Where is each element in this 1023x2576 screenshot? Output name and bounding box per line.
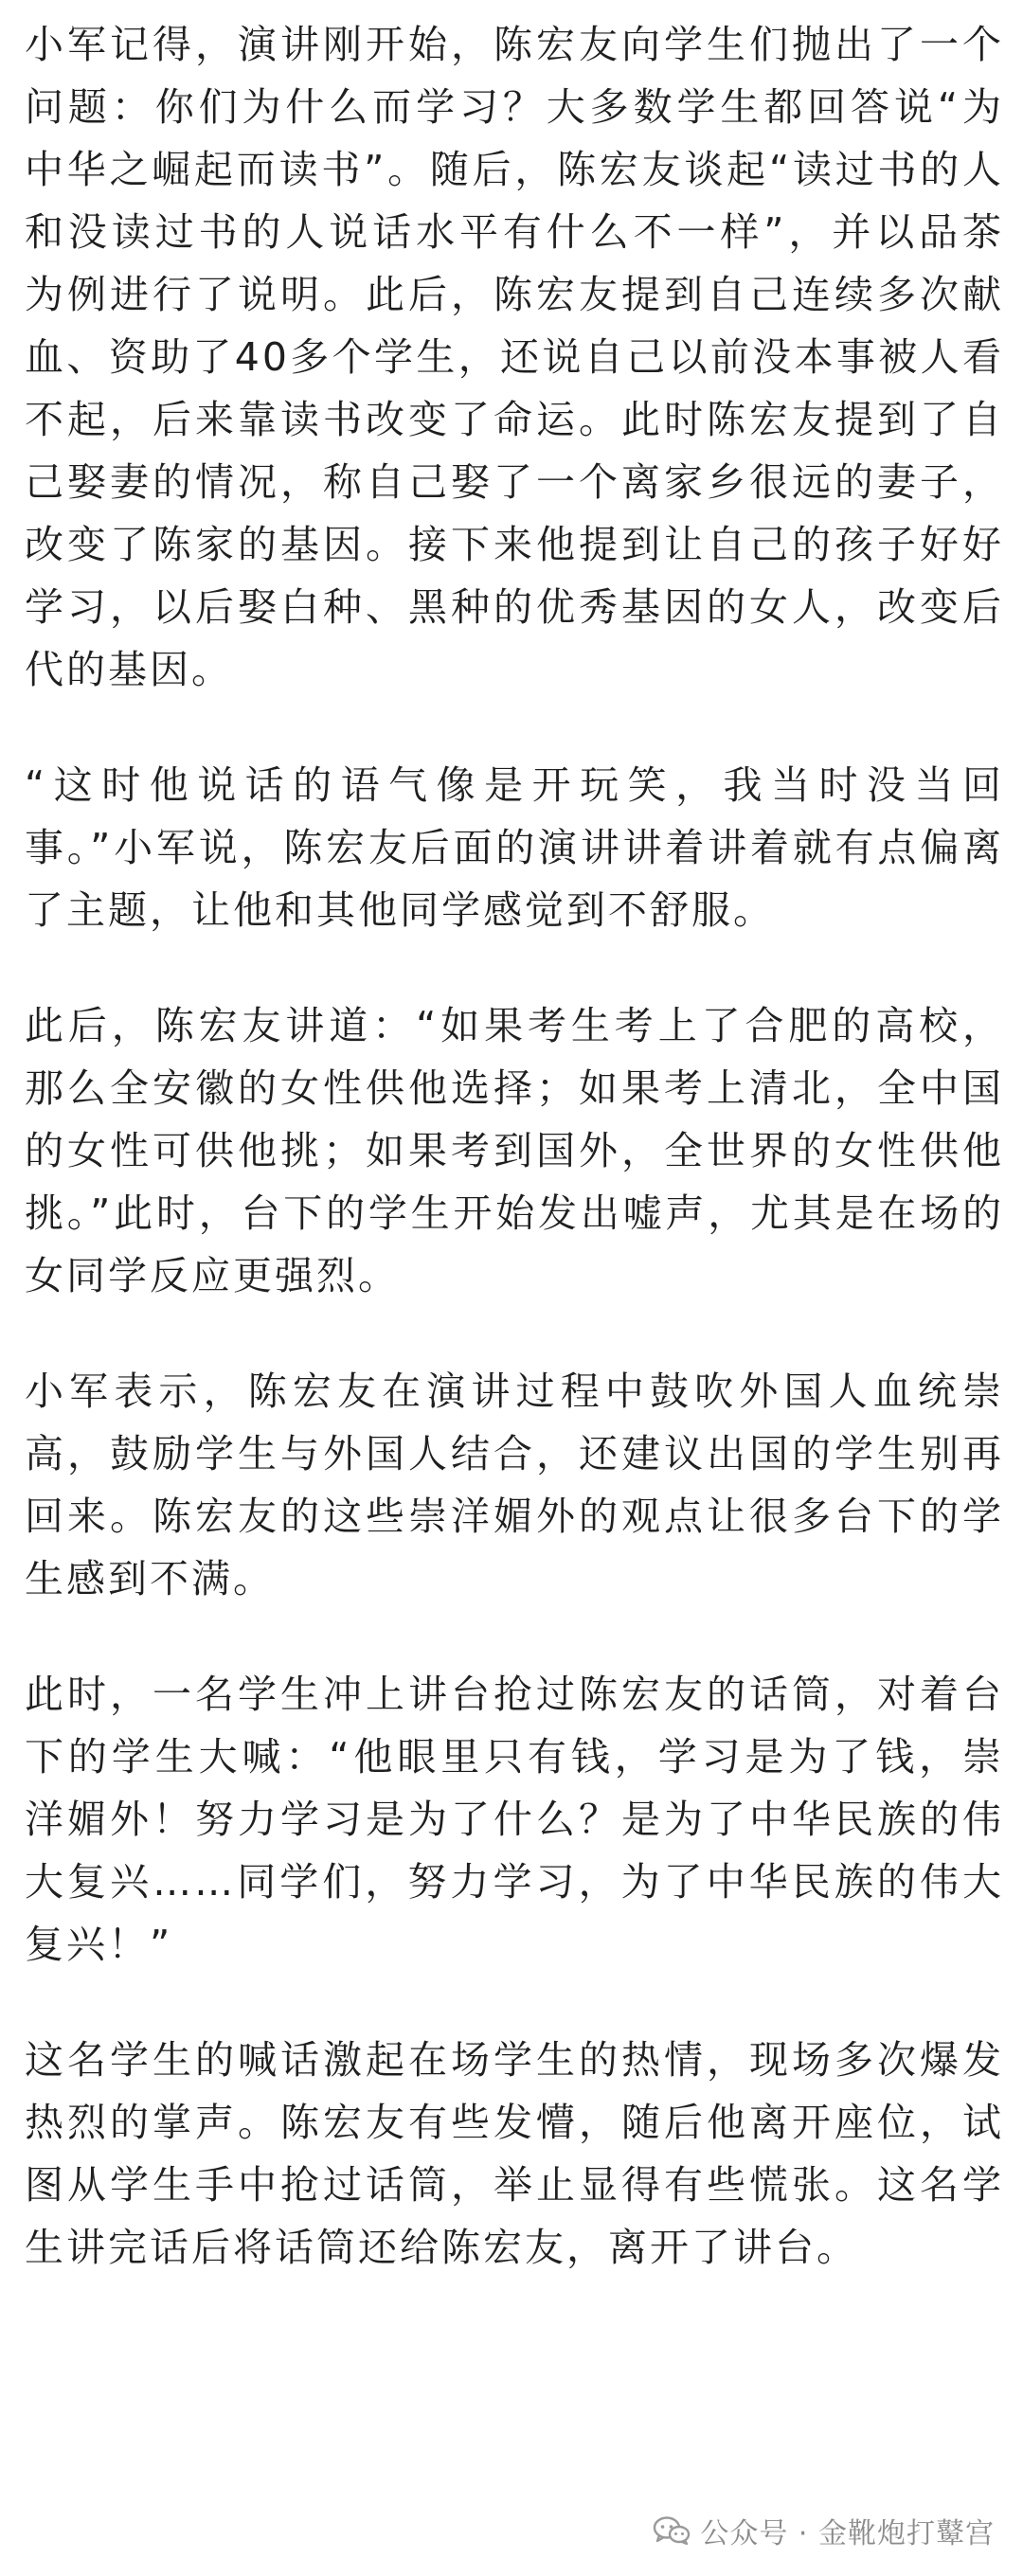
- paragraph-1: 小军记得，演讲刚开始，陈宏友向学生们抛出了一个问题：你们为什么而学习？大多数学生都回答说“为中华之崛起而读书”。随后，陈宏友谈起“读过书的人和没读过书的人说话水平有什么不一样”，并以品茶为例进行了说明。此后，陈宏友提到自己连续多次献血、资助了40多个学生，还说自己以前没本事被人看不起，后来靠读书改变了命运。此时陈宏友提到了自己娶妻的情况，称自己娶了一个离家乡很远的妻子，改变了陈家的基因。接下来他提到让自己的孩子好好学习，以后娶白种、黑种的优秀基因的女人，改变后代的基因。: [25, 22, 1004, 692]
- paragraph-6: 这名学生的喊话激起在场学生的热情，现场多次爆发热烈的掌声。陈宏友有些发懵，随后他离开座位，试图从学生手中抢过话筒，举止显得有些慌张。这名学生讲完话后将话筒还给陈宏友，离开了讲台。: [25, 2037, 1004, 2270]
- wechat-icon: [653, 2516, 691, 2545]
- paragraph-3: 此后，陈宏友讲道：“如果考生考上了合肥的高校，那么全安徽的女性供他选择；如果考上清北，全中国的女性可供他挑；如果考到国外，全世界的女性供他挑。”此时，台下的学生开始发出嘘声，尤其是在场的女同学反应更强烈。: [25, 1003, 1004, 1298]
- paragraph-4: 小军表示，陈宏友在演讲过程中鼓吹外国人血统崇高，鼓励学生与外国人结合，还建议出国的学生别再回来。陈宏友的这些崇洋媚外的观点让很多台下的学生感到不满。: [25, 1368, 1004, 1601]
- watermark-text: 公众号 · 金靴炮打鼙宫: [700, 2517, 995, 2550]
- paragraph-2: “这时他说话的语气像是开玩笑，我当时没当回事。”小军说，陈宏友后面的演讲讲着讲着就有点偏离了主题，让他和其他同学感觉到不舒服。: [25, 762, 1004, 933]
- watermark: [653, 2510, 995, 2551]
- paragraph-5: 此时，一名学生冲上讲台抢过陈宏友的话筒，对着台下的学生大喊：“他眼里只有钱，学习是为了钱，崇洋媚外！努力学习是为了什么？是为了中华民族的伟大复兴……同学们，努力学习，为了中华民族的伟大复兴！”: [25, 1672, 1004, 1967]
